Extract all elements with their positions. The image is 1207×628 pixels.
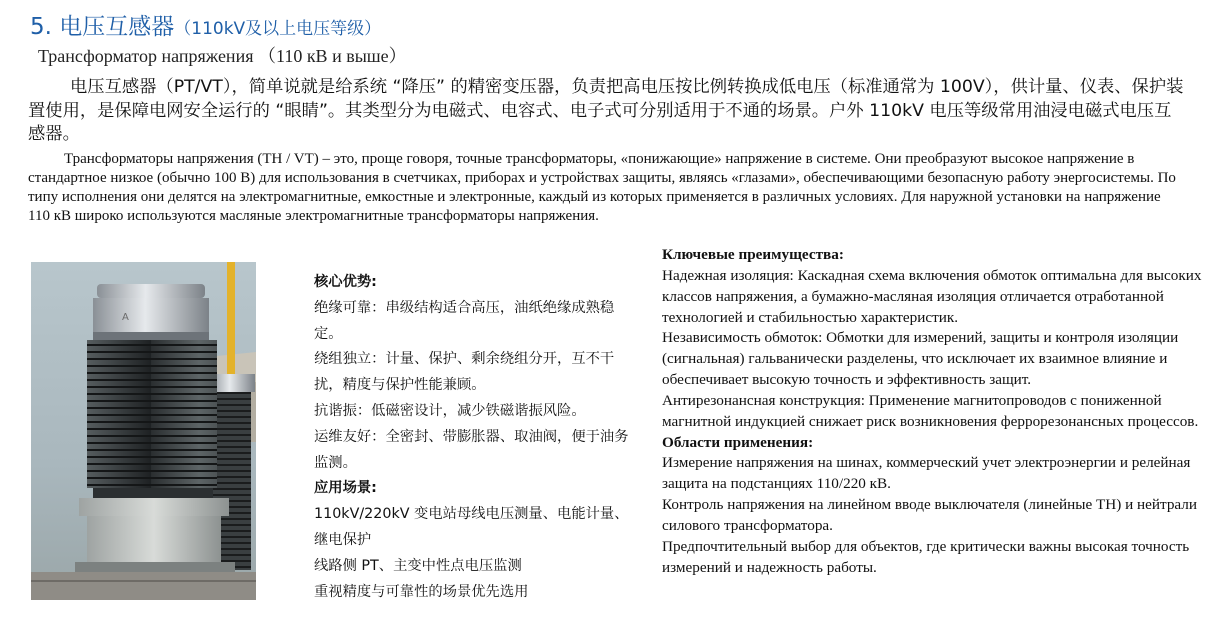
section-title (30, 8, 381, 41)
application-item-ru: Измерение напряжения на шинах, коммерческий учет электроэнергии и релейная защита на подстанциях 110/220 кВ. (662, 454, 1191, 493)
voltage-transformer-photo (31, 262, 256, 600)
application-item-zh: 110kV/220kV 变电站母线电压测量、电能计量、继电保护 (314, 506, 629, 548)
details-russian (662, 245, 1202, 579)
advantage-item-ru: Независимость обмоток: Обмотки для измерений, защиты и контроля изоляции (сигнальная) гальванически разделены, что исключает их взаимное влияние и обеспечивает высокую точность и эффективность защит. (662, 329, 1179, 389)
title-main: 5. 电压互感器 (30, 14, 175, 40)
details-chinese (314, 270, 629, 605)
svg-text:A: A (122, 312, 129, 323)
intro-paragraph-zh: 电压互感器（PT/VT），简单说就是给系统 “降压” 的精密变压器，负责把高电压按比例转换成低电压（标准通常为 100V），供计量、仪表、保护装置使用，是保障电网安全运行的 “眼睛”。其类型分为电磁式、电容式、电子式可分别适用于不通的场景。户外 110kV 电压等级常用油浸电磁式电压互感器。 (28, 77, 1184, 144)
title-russian: Трансформатор напряжения （110 кВ и выше） (38, 46, 407, 66)
advantages-heading-ru: Ключевые преимущества: (662, 246, 844, 263)
intro-paragraph-ru: Трансформаторы напряжения (TH / VT) – это, проще говоря, точные трансформаторы, «понижающие» напряжение в системе. Они преобразуют высокое напряжение в стандартное низкое (обычно 100 В) для использования в счетчиках, приборах и устройствах защиты, являясь «глазами», обеспечивающими безопасную работу энергосистемы. По типу исполнения они делятся на электромагнитные, емкостные и электронные, каждый из которых применяется в различных условиях. Для наружной установки на напряжение 110 кВ широко используются масляные электромагнитные трансформаторы напряжения. (28, 151, 1176, 224)
title-sub: （110kV及以上电压等级） (174, 19, 382, 39)
advantage-item-zh: 绕组独立：计量、保护、剩余绕组分开，互不干扰，精度与保护性能兼顾。 (314, 351, 615, 394)
applications-heading-ru: Области применения: (662, 433, 814, 451)
advantage-item-zh: 抗谐振：低磁密设计，减少铁磁谐振风险。 (314, 402, 586, 419)
applications-heading-zh: 应用场景: (314, 480, 377, 497)
advantage-item-ru: Антирезонансная конструкция: Применение магнитопроводов с пониженной магнитной индукцией снижает риск возникновения феррорезонансных процессов. (662, 391, 1199, 430)
application-item-zh: 重视精度与可靠性的场景优先选用 (314, 583, 529, 600)
advantages-heading-zh: 核心优势: (314, 274, 377, 290)
application-item-ru: Контроль напряжения на линейном вводе выключателя (линейные TH) и нейтрали силового трансформатора. (662, 496, 1197, 534)
advantage-item-zh: 绝缘可靠：串级结构适合高压，油纸绝缘成熟稳定。 (314, 299, 615, 342)
application-item-ru: Предпочтительный выбор для объектов, где критически важны высокая точность измерений и надежность работы. (662, 537, 1190, 576)
advantage-item-ru: Надежная изоляция: Каскадная схема включения обмоток оптимальна для высоких классов напряжения, а бумажно-масляная изоляция отличается отработанной технологией и стабильностью характеристик. (662, 266, 1202, 326)
application-item-zh: 线路侧 PT、主变中性点电压监测 (314, 557, 522, 574)
advantage-item-zh: 运维友好：全密封、带膨胀器、取油阀，便于油务监测。 (314, 428, 629, 471)
